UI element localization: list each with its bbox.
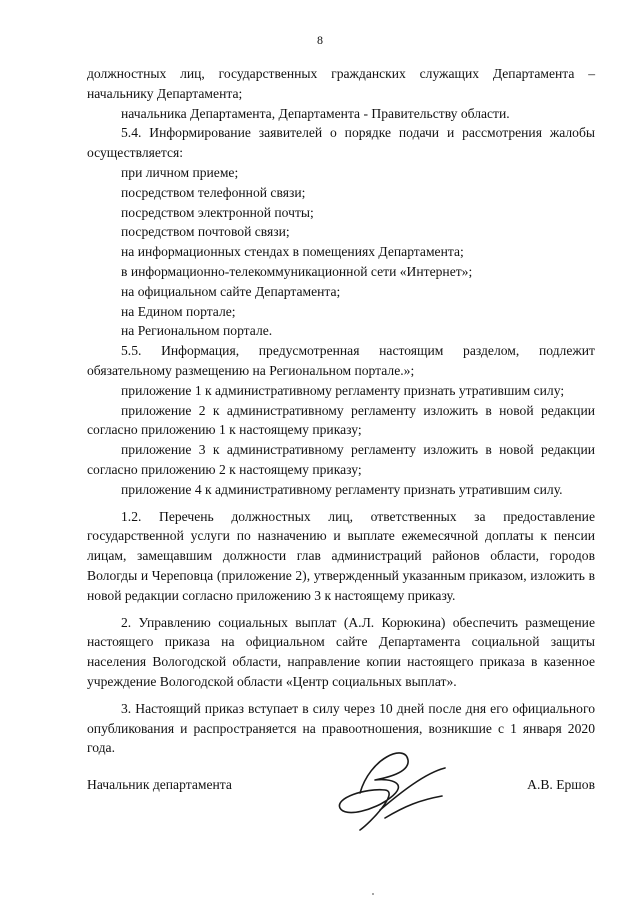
list-item: в информационно-телекоммуникационной сети «Интернет»;	[121, 263, 473, 279]
channels-list	[87, 163, 595, 341]
list-item: на информационных стендах в помещениях Департамента;	[121, 244, 464, 260]
page-number: 8	[317, 33, 323, 47]
list-item: посредством электронной почты;	[121, 204, 314, 220]
list-item: посредством телефонной связи;	[121, 184, 306, 200]
paragraph-section-5-4: 5.4. Информирование заявителей о порядке подачи и рассмотрения жалобы осуществляется:	[87, 125, 595, 161]
handwritten-signature	[330, 738, 450, 838]
paragraph-item-2: 2. Управлению социальных выплат (А.Л. Корюкина) обеспечить размещение настоящего приказа на официальном сайте Департамента социальной защиты населения Вологодской области, направление копии настоящего приказа в казенное учреждение Вологодской области «Центр социальных выплат».	[87, 614, 595, 689]
paragraph-item-3: 3. Настоящий приказ вступает в силу через 10 дней после дня его официального опубликования и распространяется на правоотношения, возникшие с 1 января 2020 года.	[87, 700, 595, 756]
paragraph-item-1-2: 1.2. Перечень должностных лиц, ответственных за предоставление государственной услуги по назначению и выплате ежемесячной доплаты к пенсии лицам, замещавшим должности глав администраций районов области, городов Вологды и Череповца (приложение 2), утвержденный указанным приказом, изложить в новой редакции согласно приложению 3 к настоящему приказу.	[87, 508, 595, 603]
paragraph-appendix-3: приложение 3 к административному регламенту изложить в новой редакции согласно приложению 2 к настоящему приказу;	[87, 442, 595, 477]
paragraph-appendix-4: приложение 4 к административному регламенту признать утратившим силу.	[121, 481, 563, 497]
list-item: на Региональном портале.	[121, 323, 273, 339]
signatory-title: Начальник департамента	[87, 777, 232, 792]
list-item: на официальном сайте Департамента;	[121, 283, 341, 299]
list-item: при личном приеме;	[121, 164, 239, 180]
scan-speck	[372, 893, 374, 895]
paragraph-top-2: начальника Департамента, Департамента - Правительству области.	[121, 105, 510, 121]
signatory-name: А.В. Ершов	[527, 777, 595, 792]
paragraph-section-5-5: 5.5. Информация, предусмотренная настоящим разделом, подлежит обязательному размещению на Региональном портале.»;	[87, 343, 595, 378]
paragraph-appendix-1: приложение 1 к административному регламенту признать утратившим силу;	[121, 382, 565, 398]
list-item: на Едином портале;	[121, 303, 236, 319]
document-body	[87, 64, 595, 758]
list-item: посредством почтовой связи;	[121, 224, 290, 240]
paragraph-appendix-2: приложение 2 к административному регламенту изложить в новой редакции согласно приложению 1 к настоящему приказу;	[87, 402, 595, 438]
paragraph-top-1: должностных лиц, государственных гражданских служащих Департамента – начальнику Департамента;	[87, 66, 595, 101]
